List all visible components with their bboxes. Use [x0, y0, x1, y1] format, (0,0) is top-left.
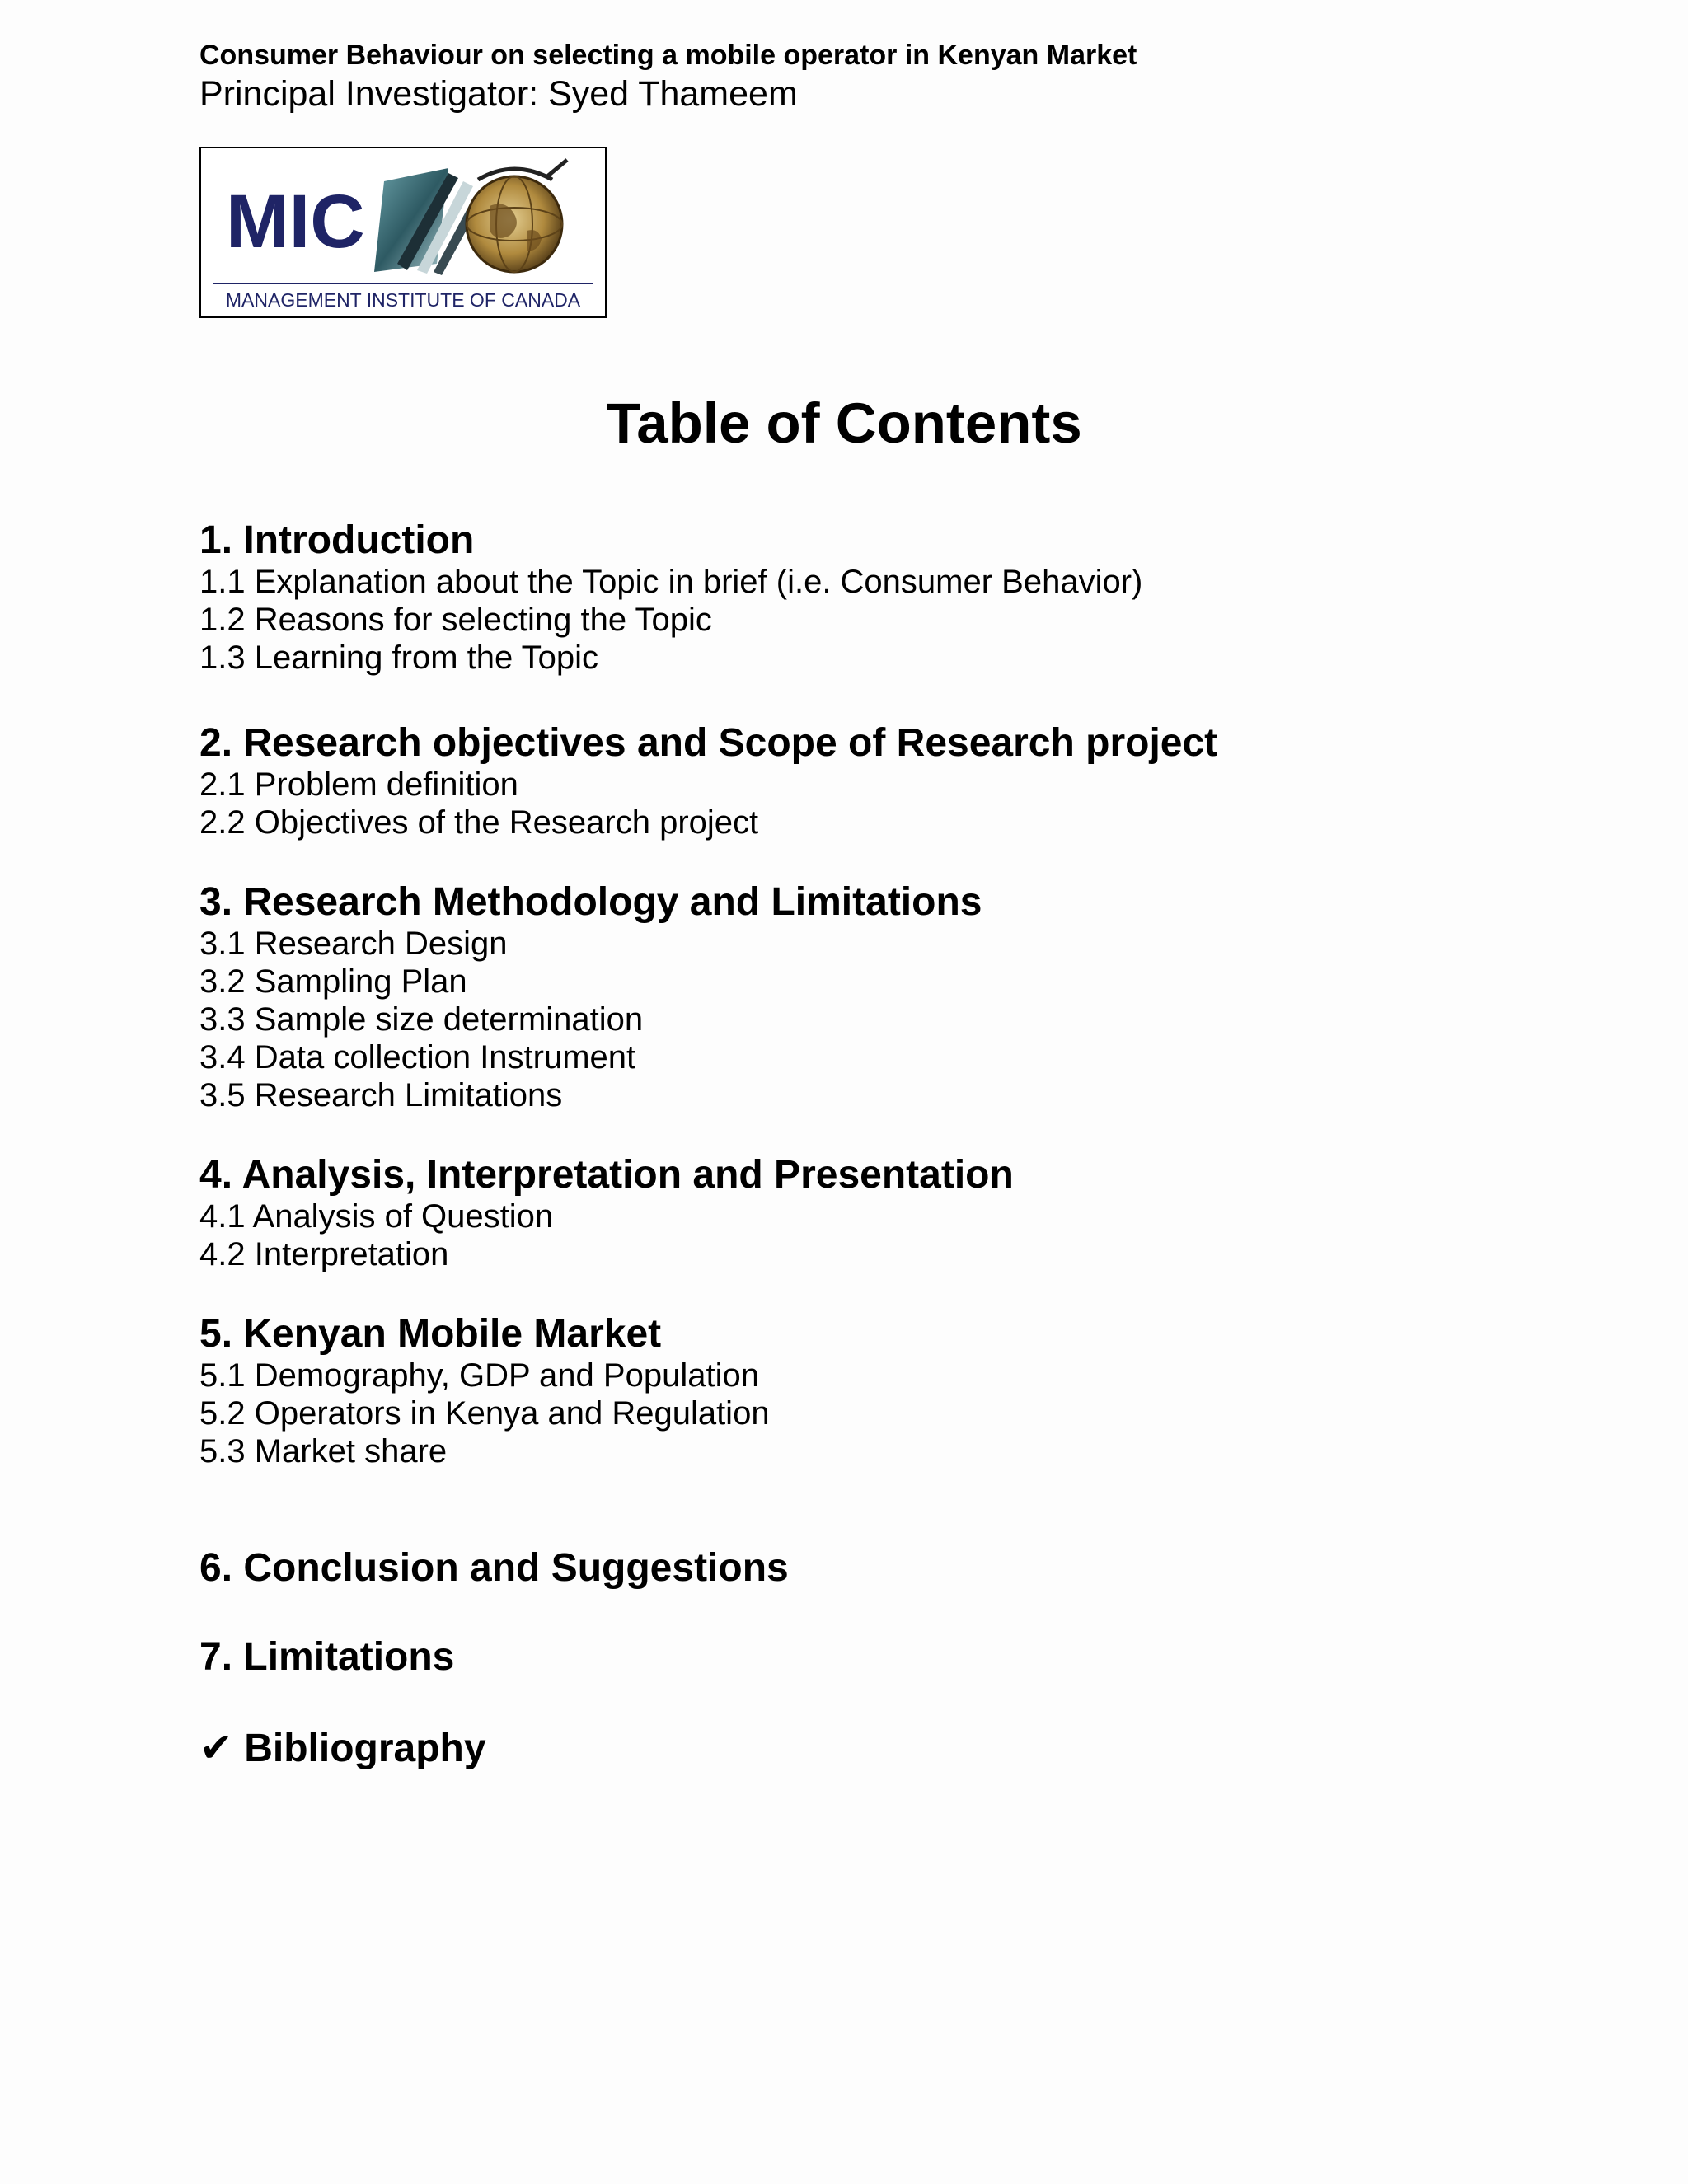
toc-item-5-1: 5.1 Demography, GDP and Population	[199, 1357, 759, 1394]
toc-item-3-3: 3.3 Sample size determination	[199, 1001, 644, 1038]
toc-bibliography	[199, 1725, 486, 1771]
toc-item-2-1: 2.1 Problem definition	[199, 766, 518, 803]
toc-item-4-1: 4.1 Analysis of Question	[199, 1198, 554, 1235]
toc-section-6-heading: 6. Conclusion and Suggestions	[199, 1546, 789, 1590]
toc-item-1-2: 1.2 Reasons for selecting the Topic	[199, 602, 712, 638]
globe-graphic	[467, 160, 567, 272]
toc-item-1-3: 1.3 Learning from the Topic	[199, 640, 599, 676]
mic-logo	[199, 147, 607, 318]
toc-item-5-3: 5.3 Market share	[199, 1433, 448, 1469]
toc-item-3-2: 3.2 Sampling Plan	[199, 963, 467, 1000]
blades-graphic	[374, 168, 481, 275]
toc-section-2-heading: 2. Research objectives and Scope of Research project	[199, 721, 1218, 765]
check-icon: ✔	[199, 1725, 233, 1771]
toc-section-4-heading: 4. Analysis, Interpretation and Presentation	[199, 1153, 1014, 1197]
toc-item-1-1: 1.1 Explanation about the Topic in brief (i.e. Consumer Behavior)	[199, 564, 1143, 600]
logo-caption: MANAGEMENT INSTITUTE OF CANADA	[225, 289, 581, 311]
principal-investigator: Principal Investigator: Syed Thameem	[199, 74, 798, 114]
bibliography-label: Bibliography	[244, 1727, 486, 1770]
toc-item-3-4: 3.4 Data collection Instrument	[199, 1039, 636, 1076]
toc-item-3-5: 3.5 Research Limitations	[199, 1077, 563, 1113]
toc-item-3-1: 3.1 Research Design	[199, 926, 508, 962]
toc-section-7-heading: 7. Limitations	[199, 1635, 455, 1679]
toc-item-5-2: 5.2 Operators in Kenya and Regulation	[199, 1395, 770, 1432]
toc-item-4-2: 4.2 Interpretation	[199, 1236, 449, 1272]
toc-section-1-heading: 1. Introduction	[199, 518, 475, 562]
toc-section-5-heading: 5. Kenyan Mobile Market	[199, 1312, 662, 1356]
toc-title: Table of Contents	[606, 391, 1082, 455]
document-title: Consumer Behaviour on selecting a mobile operator in Kenyan Market	[199, 40, 1137, 71]
toc-item-2-2: 2.2 Objectives of the Research project	[199, 804, 759, 841]
toc-section-3-heading: 3. Research Methodology and Limitations	[199, 880, 982, 924]
logo-text: MIC	[226, 180, 365, 264]
